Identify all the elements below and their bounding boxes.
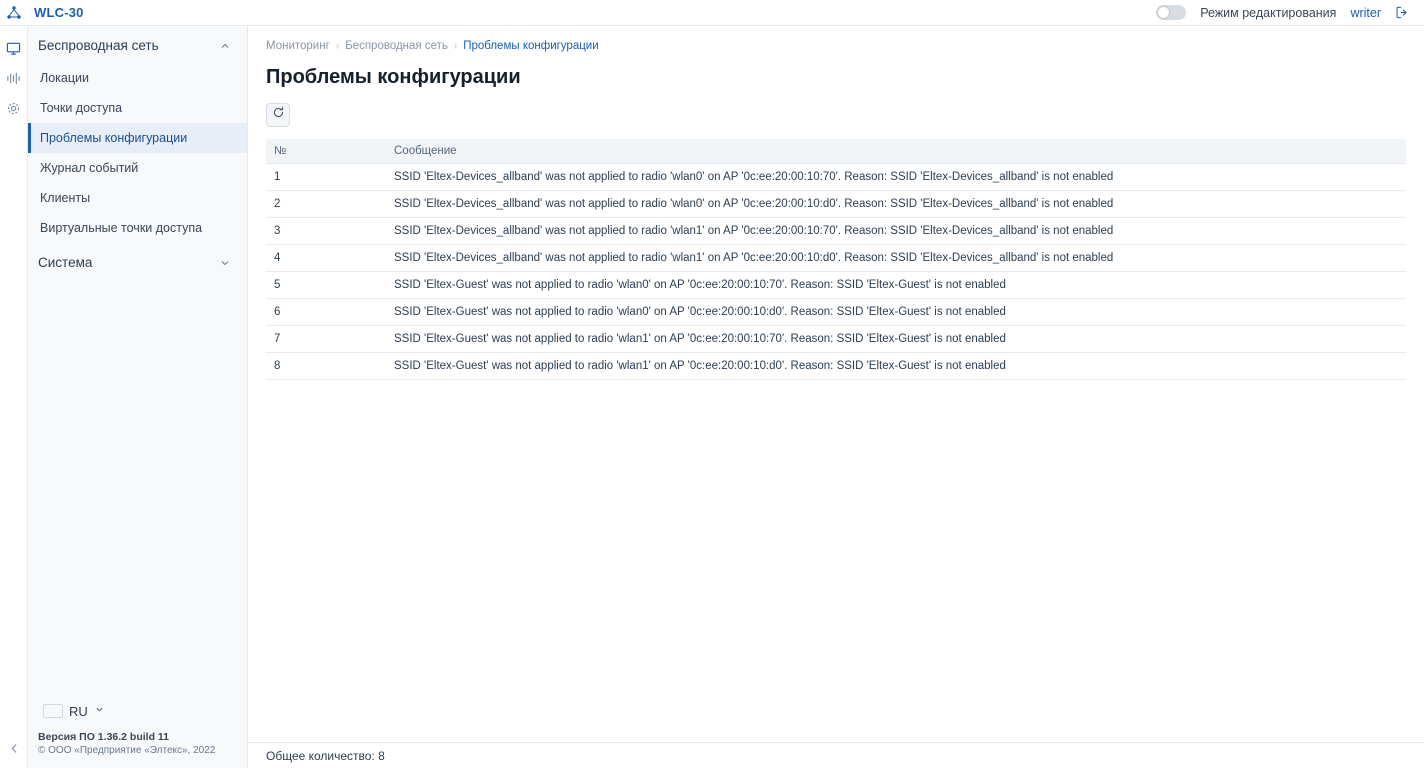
- signal-icon: [6, 71, 21, 91]
- sidebar-collapse-button[interactable]: [0, 742, 28, 760]
- network-nodes-icon: [6, 5, 22, 21]
- cell-number: 5: [266, 272, 386, 299]
- sidebar-item-virtual-access-points[interactable]: Виртуальные точки доступа: [40, 221, 203, 235]
- cell-message: SSID 'Eltex-Guest' was not applied to radio 'wlan0' on AP '0c:ee:20:00:10:d0'. Reason: SSID 'Eltex-Guest' is not enabled: [386, 299, 1406, 326]
- ru-flag-icon: [43, 704, 63, 718]
- table-row[interactable]: [266, 299, 1406, 326]
- sidebar-group-wireless[interactable]: [28, 26, 247, 63]
- chevron-left-icon: [8, 742, 21, 760]
- column-header-message[interactable]: Сообщение: [386, 139, 1406, 164]
- edit-mode-toggle[interactable]: [1156, 5, 1186, 20]
- edit-mode-label: Режим редактирования: [1200, 5, 1337, 20]
- table-row[interactable]: [266, 218, 1406, 245]
- cell-number: 2: [266, 191, 386, 218]
- cell-number: 8: [266, 353, 386, 380]
- sidebar-item-config-issues[interactable]: Проблемы конфигурации: [28, 123, 247, 153]
- chevron-up-icon: [219, 40, 231, 52]
- sidebar: [28, 26, 248, 768]
- cell-message: SSID 'Eltex-Devices_allband' was not applied to radio 'wlan0' on AP '0c:ee:20:00:10:70'. Reason: SSID 'Eltex-Devices_allband' is not enabled: [386, 164, 1406, 191]
- table-row[interactable]: [266, 326, 1406, 353]
- toolbar: [248, 89, 1424, 127]
- issues-table: [266, 139, 1406, 380]
- sidebar-group-label: Беспроводная сеть: [38, 38, 159, 53]
- breadcrumb-separator-icon: ›: [453, 40, 458, 52]
- icon-rail: [0, 26, 28, 768]
- toggle-knob: [1158, 7, 1169, 18]
- top-bar-left: [0, 5, 84, 21]
- copyright-text: © ООО «Предприятие «Элтекс», 2022: [38, 745, 216, 756]
- sidebar-group-system[interactable]: [28, 243, 247, 280]
- page-title: Проблемы конфигурации: [266, 66, 521, 88]
- cell-message: SSID 'Eltex-Guest' was not applied to radio 'wlan1' on AP '0c:ee:20:00:10:70'. Reason: SSID 'Eltex-Guest' is not enabled: [386, 326, 1406, 353]
- breadcrumb-separator-icon: ›: [335, 40, 340, 52]
- breadcrumb-item-current[interactable]: Проблемы конфигурации: [463, 40, 599, 52]
- table-row[interactable]: [266, 191, 1406, 218]
- issues-table-container: [248, 127, 1424, 742]
- table-row[interactable]: [266, 272, 1406, 299]
- column-header-number[interactable]: №: [266, 139, 386, 164]
- sidebar-item-clients[interactable]: Клиенты: [40, 191, 91, 205]
- body-container: [0, 26, 1424, 768]
- current-user[interactable]: writer: [1350, 5, 1381, 20]
- rail-item-settings[interactable]: [0, 96, 28, 126]
- sidebar-group-label: Система: [38, 255, 93, 270]
- cell-message: SSID 'Eltex-Devices_allband' was not applied to radio 'wlan1' on AP '0c:ee:20:00:10:d0'. Reason: SSID 'Eltex-Devices_allband' is not enabled: [386, 245, 1406, 272]
- table-footer: [248, 742, 1424, 768]
- gear-icon: [6, 101, 21, 121]
- refresh-button[interactable]: [266, 103, 290, 127]
- sidebar-footer: [28, 696, 247, 768]
- logo-container[interactable]: [0, 5, 28, 21]
- table-row[interactable]: [266, 245, 1406, 272]
- cell-message: SSID 'Eltex-Guest' was not applied to radio 'wlan1' on AP '0c:ee:20:00:10:d0'. Reason: SSID 'Eltex-Guest' is not enabled: [386, 353, 1406, 380]
- app-brand: WLC-30: [34, 5, 84, 20]
- breadcrumb: [248, 26, 1424, 52]
- cell-message: SSID 'Eltex-Guest' was not applied to radio 'wlan0' on AP '0c:ee:20:00:10:70'. Reason: SSID 'Eltex-Guest' is not enabled: [386, 272, 1406, 299]
- sidebar-item-access-points[interactable]: Точки доступа: [40, 101, 123, 115]
- total-count-label: Общее количество: 8: [266, 748, 385, 763]
- table-head: [266, 139, 1406, 164]
- table-row[interactable]: [266, 353, 1406, 380]
- language-code: RU: [69, 703, 88, 719]
- chevron-down-icon: [219, 257, 231, 269]
- cell-number: 3: [266, 218, 386, 245]
- cell-number: 1: [266, 164, 386, 191]
- language-selector[interactable]: [38, 696, 237, 730]
- rail-item-statistics[interactable]: [0, 66, 28, 96]
- rail-item-monitoring[interactable]: [0, 36, 28, 66]
- software-version: Версия ПО 1.36.2 build 11: [38, 731, 170, 743]
- monitor-icon: [6, 41, 21, 61]
- logout-icon[interactable]: [1395, 5, 1410, 20]
- main-content: [248, 26, 1424, 768]
- cell-message: SSID 'Eltex-Devices_allband' was not applied to radio 'wlan1' on AP '0c:ee:20:00:10:70'. Reason: SSID 'Eltex-Devices_allband' is not enabled: [386, 218, 1406, 245]
- sidebar-item-locations[interactable]: Локации: [40, 71, 89, 85]
- table-header-row: [266, 139, 1406, 164]
- top-bar-right: [1156, 5, 1410, 20]
- table-row[interactable]: [266, 164, 1406, 191]
- cell-number: 4: [266, 245, 386, 272]
- breadcrumb-item-monitoring[interactable]: Мониторинг: [266, 40, 330, 52]
- breadcrumb-item-wireless[interactable]: Беспроводная сеть: [345, 40, 448, 52]
- refresh-icon: [272, 106, 285, 124]
- top-bar: [0, 0, 1424, 26]
- cell-number: 7: [266, 326, 386, 353]
- cell-message: SSID 'Eltex-Devices_allband' was not applied to radio 'wlan0' on AP '0c:ee:20:00:10:d0'. Reason: SSID 'Eltex-Devices_allband' is not enabled: [386, 191, 1406, 218]
- cell-number: 6: [266, 299, 386, 326]
- table-body: [266, 164, 1406, 380]
- chevron-down-icon: [94, 702, 105, 720]
- sidebar-item-event-log[interactable]: Журнал событий: [40, 161, 139, 175]
